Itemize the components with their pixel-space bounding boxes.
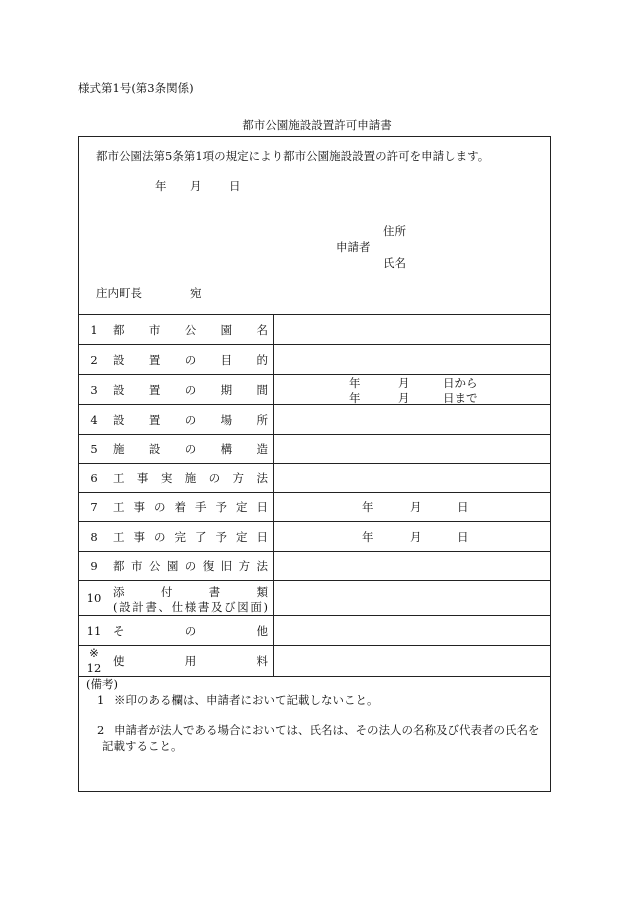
label-char: 施	[113, 442, 125, 456]
row-number: 2	[90, 352, 98, 367]
label-char: 事	[133, 529, 145, 544]
label-char: 置	[148, 382, 161, 397]
label-char: 公	[148, 559, 161, 573]
label-char: 造	[256, 442, 268, 456]
row-number: 12	[86, 661, 102, 675]
label-char: 法	[256, 471, 268, 485]
label-char: そ	[113, 623, 125, 638]
label-char: 設	[148, 442, 161, 456]
row-label-cell	[79, 493, 274, 521]
row-sublabel	[113, 600, 268, 614]
row-label	[113, 654, 268, 668]
label-char: 使	[113, 654, 125, 668]
date-month-label: 月	[190, 179, 202, 193]
row-label-cell	[79, 464, 274, 492]
label-char: 方	[232, 471, 245, 485]
label-char: 日	[256, 529, 268, 544]
label-char: 他	[256, 623, 268, 638]
remark-number: 2	[97, 723, 105, 737]
row-label-cell	[79, 552, 274, 580]
row-label	[113, 353, 268, 367]
form-number: 様式第1号(第3条関係)	[78, 81, 194, 95]
start-date-field	[274, 493, 550, 521]
table-row-purpose	[79, 345, 550, 375]
label-char: 工	[113, 500, 125, 514]
row-label-cell	[79, 646, 274, 676]
label-char: の	[184, 352, 197, 367]
period-end-month: 月	[398, 391, 410, 405]
label-char: 場	[220, 412, 233, 427]
row-number: 11	[86, 623, 102, 638]
label-char: 設	[113, 412, 125, 427]
table-row-attachments	[79, 581, 550, 616]
label-char: 置	[148, 352, 161, 367]
start-month-label: 月	[410, 500, 422, 514]
label-char: 園	[220, 322, 233, 337]
label-char: の	[184, 559, 197, 573]
label-char: 完	[174, 529, 186, 544]
row-label	[113, 471, 268, 485]
label-char: 定	[236, 529, 248, 544]
table-row-period	[79, 375, 550, 405]
period-field	[274, 375, 550, 404]
label-char: 園	[166, 559, 179, 573]
office-use-mark: ※	[89, 646, 99, 660]
label-char: 及	[211, 600, 223, 614]
label-char: 目	[220, 352, 233, 367]
row-label	[113, 383, 268, 397]
row-number: 1	[90, 322, 98, 337]
label-char: 日	[256, 500, 268, 514]
row-label	[113, 500, 268, 514]
addressee-suffix: 宛	[190, 286, 202, 300]
label-char: 手	[195, 500, 207, 514]
label-char: 市	[130, 559, 143, 573]
label-char: 予	[215, 529, 227, 544]
label-char: の	[154, 500, 166, 514]
label-char: 復	[202, 559, 215, 573]
label-char: 公	[184, 322, 197, 337]
remarks-section	[79, 677, 550, 791]
row-label-cell	[79, 375, 274, 404]
application-statement: 都市公園法第5条第1項の規定により都市公園施設設置の許可を申請します。	[96, 149, 490, 163]
page-title: 都市公園施設設置許可申請書	[242, 118, 392, 132]
label-char: の	[208, 471, 221, 485]
period-start-year: 年	[349, 376, 361, 390]
table-row-completion-date	[79, 522, 550, 552]
row-label-cell	[79, 435, 274, 463]
row-number: 9	[90, 559, 98, 573]
applicant-label: 申請者	[336, 240, 371, 254]
label-char: 面	[250, 600, 262, 614]
row-label	[113, 413, 268, 427]
label-char: の	[184, 382, 197, 397]
completion-date-field	[274, 522, 550, 551]
remarks-heading: (備考)	[86, 677, 118, 691]
label-char: 法	[256, 559, 268, 573]
label-char: 用	[184, 654, 197, 668]
label-char: 着	[174, 500, 186, 514]
date-year-label: 年	[155, 179, 167, 193]
label-char: 仕	[171, 600, 184, 614]
structure-field	[274, 435, 550, 463]
row-label-cell	[79, 581, 274, 615]
period-start-month: 月	[398, 376, 410, 390]
table-row-fee	[79, 646, 550, 677]
label-char: 計	[132, 600, 144, 614]
label-char: 設	[113, 352, 125, 367]
row-number: 5	[90, 442, 98, 456]
label-char: 様	[184, 600, 197, 614]
label-char: 、	[158, 600, 170, 614]
row-label	[113, 559, 268, 573]
table-row-structure	[79, 435, 550, 464]
address-label: 住所	[383, 224, 406, 238]
label-char: 定	[236, 500, 248, 514]
label-char: の	[184, 412, 197, 427]
label-char: 添	[113, 585, 125, 599]
label-char: 期	[220, 382, 233, 397]
row-label	[113, 442, 268, 456]
row-label	[113, 323, 268, 337]
row-label	[113, 585, 268, 599]
label-char: 事	[136, 471, 149, 485]
period-end-day: 日まで	[443, 391, 478, 405]
construction-method-field	[274, 464, 550, 492]
label-char: 旧	[220, 559, 233, 573]
row-number: 3	[90, 382, 98, 397]
label-char: 都	[113, 559, 125, 573]
label-char: の	[154, 529, 166, 544]
label-char: 施	[184, 471, 197, 485]
label-char: 書	[145, 600, 157, 614]
row-number: 7	[90, 500, 98, 514]
restoration-method-field	[274, 552, 550, 580]
table-row-location	[79, 405, 550, 435]
label-char: 設	[119, 600, 131, 614]
table-row-other	[79, 616, 550, 646]
label-char: 了	[195, 529, 207, 544]
row-label-cell	[79, 315, 274, 344]
completion-day-label: 日	[457, 529, 469, 544]
label-char: 設	[113, 382, 125, 397]
label-char: 類	[256, 585, 268, 599]
table-row-construction-method	[79, 464, 550, 493]
label-char: の	[184, 623, 197, 638]
row-label-cell	[79, 522, 274, 551]
label-char: 間	[256, 382, 268, 397]
label-char: 料	[256, 654, 268, 668]
purpose-field	[274, 345, 550, 374]
label-char: 名	[256, 322, 268, 337]
label-char: 市	[148, 322, 161, 337]
period-end-year: 年	[349, 391, 361, 405]
label-char: 構	[220, 442, 233, 456]
remark-text: ※印のある欄は、申請者において記載しないこと。	[114, 693, 379, 707]
label-char: 置	[148, 412, 161, 427]
application-form	[78, 136, 551, 792]
period-start-day: 日から	[443, 376, 478, 390]
label-char: 事	[133, 500, 145, 514]
label-char: 工	[113, 471, 125, 485]
row-label	[113, 624, 268, 638]
row-number: 8	[90, 529, 98, 544]
label-char: 図	[237, 600, 249, 614]
row-number: 10	[86, 591, 102, 605]
table-row-start-date	[79, 493, 550, 522]
completion-month-label: 月	[410, 529, 422, 544]
row-label-cell	[79, 345, 274, 374]
row-number: 6	[90, 471, 98, 485]
row-label	[113, 530, 268, 544]
table-row-park-name	[79, 315, 550, 345]
application-table	[79, 314, 550, 677]
fee-field	[274, 646, 550, 676]
remark-text-line-1: 申請者が法人である場合においては、氏名は、その法人の名称及び代表者の氏名を	[114, 723, 540, 737]
label-char: 書	[208, 585, 221, 599]
attachments-field	[274, 581, 550, 615]
label-char: (	[113, 600, 118, 614]
remark-number: 1	[97, 693, 105, 707]
label-char: 実	[160, 471, 173, 485]
row-label-cell	[79, 616, 274, 645]
label-char: 予	[215, 500, 227, 514]
label-char: 所	[256, 412, 268, 427]
start-day-label: 日	[457, 500, 469, 514]
row-label-cell	[79, 405, 274, 434]
remark-text-line-2: 記載すること。	[102, 739, 183, 753]
other-field	[274, 616, 550, 645]
row-number: 4	[90, 412, 98, 427]
name-label: 氏名	[383, 256, 406, 270]
table-row-restoration-method	[79, 552, 550, 581]
label-char: び	[224, 600, 236, 614]
location-field	[274, 405, 550, 434]
date-day-label: 日	[229, 179, 241, 193]
label-char: )	[263, 600, 268, 614]
label-char: 付	[160, 585, 173, 599]
addressee: 庄内町長	[96, 286, 142, 300]
label-char: の	[184, 442, 197, 456]
start-year-label: 年	[362, 500, 374, 514]
label-char: 方	[238, 559, 251, 573]
completion-year-label: 年	[362, 529, 374, 544]
label-char: 的	[256, 352, 268, 367]
park-name-field	[274, 315, 550, 344]
label-char: 都	[113, 322, 125, 337]
label-char: 工	[113, 529, 125, 544]
label-char: 書	[197, 600, 210, 614]
application-header	[79, 137, 550, 314]
